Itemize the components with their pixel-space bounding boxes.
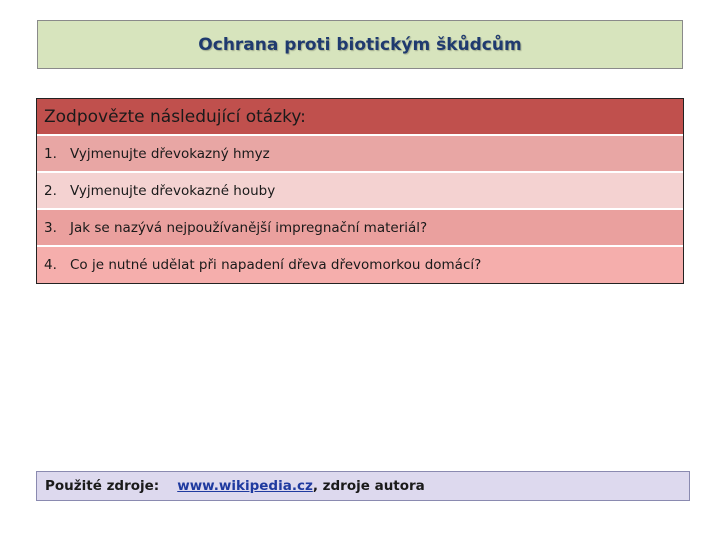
question-row-2 — [37, 173, 683, 210]
question-row-1 — [37, 136, 683, 173]
question-text: Co je nutné udělat při napadení dřeva dřevomorkou domácí? — [70, 257, 482, 273]
question-text: Vyjmenujte dřevokazný hmyz — [70, 145, 270, 162]
question-number: 3. — [44, 219, 57, 236]
sources-rest: , zdroje autora — [312, 478, 425, 494]
wikipedia-link[interactable]: www.wikipedia.cz — [177, 478, 313, 494]
title-box — [37, 20, 683, 69]
question-text: Vyjmenujte dřevokazné houby — [70, 182, 276, 199]
questions-header — [37, 99, 683, 136]
sources-box — [36, 471, 690, 501]
slide-title: Ochrana proti biotickým škůdcům — [198, 34, 522, 55]
questions-heading: Zodpovězte následující otázky: — [44, 106, 306, 127]
question-text: Jak se nazývá nejpoužívanější impregnační materiál? — [70, 219, 428, 236]
sources-label: Použité zdroje: — [45, 478, 160, 494]
question-number: 1. — [44, 145, 57, 162]
question-number: 2. — [44, 182, 57, 199]
question-number: 4. — [44, 257, 57, 273]
question-row-4 — [37, 247, 683, 283]
questions-table — [36, 98, 684, 284]
question-row-3 — [37, 210, 683, 247]
